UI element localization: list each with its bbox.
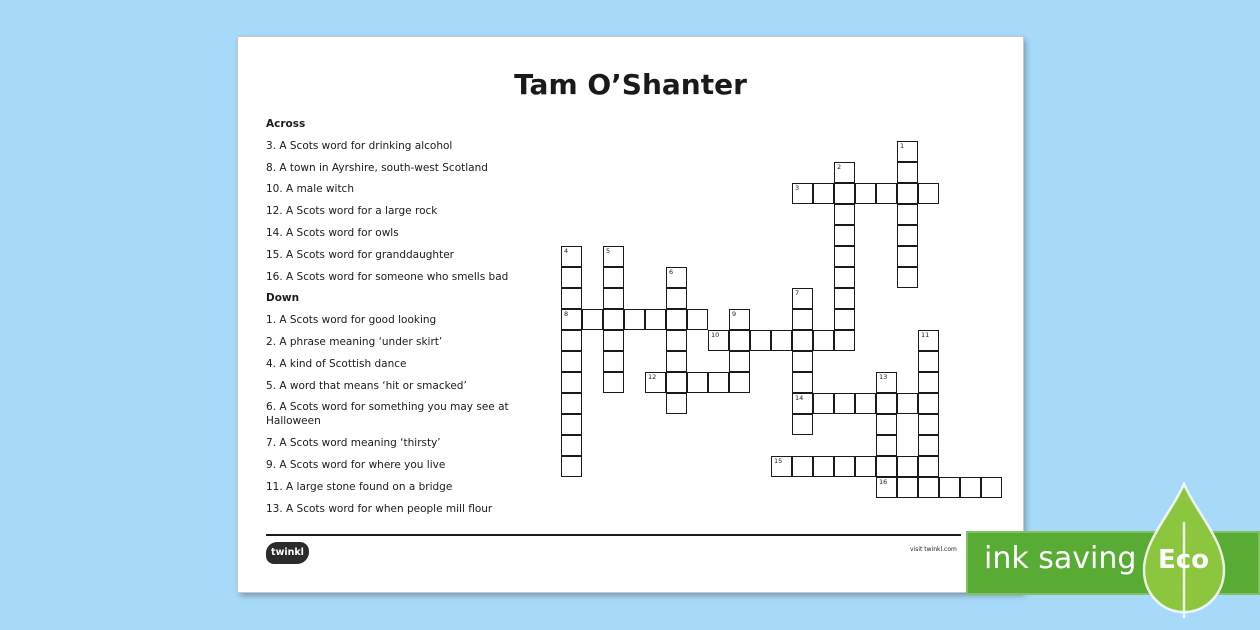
crossword-cell[interactable] — [813, 330, 834, 351]
crossword-cell[interactable] — [834, 288, 855, 309]
crossword-cell[interactable] — [792, 288, 813, 309]
crossword-cell[interactable] — [918, 456, 939, 477]
down-clue: 9. A Scots word for where you live — [266, 458, 446, 471]
down-clue: 6. A Scots word for something you may see at Halloween — [266, 401, 509, 428]
clue-number: 8 — [564, 310, 569, 318]
crossword-cell[interactable] — [603, 246, 624, 267]
across-clue: 15. A Scots word for granddaughter — [266, 248, 454, 261]
crossword-cell[interactable] — [561, 393, 582, 414]
crossword-cell[interactable] — [561, 372, 582, 393]
crossword-cell[interactable] — [603, 309, 624, 330]
crossword-cell[interactable] — [582, 309, 603, 330]
across-clue: 14. A Scots word for owls — [266, 226, 399, 239]
crossword-cell[interactable] — [876, 435, 897, 456]
crossword-cell[interactable] — [792, 351, 813, 372]
down-clue: 1. A Scots word for good looking — [266, 314, 437, 327]
crossword-cell[interactable] — [960, 477, 981, 498]
down-clue: 5. A word that means ‘hit or smacked’ — [266, 379, 467, 392]
crossword-cell[interactable] — [771, 456, 792, 477]
crossword-cell[interactable] — [561, 351, 582, 372]
crossword-cell[interactable] — [561, 288, 582, 309]
across-clue: 10. A male witch — [266, 183, 354, 196]
crossword-cell[interactable] — [561, 435, 582, 456]
crossword-cell[interactable] — [792, 456, 813, 477]
clue-number: 2 — [837, 163, 842, 171]
crossword-cell[interactable] — [792, 414, 813, 435]
worksheet-page — [238, 37, 1023, 592]
down-clue: 11. A large stone found on a bridge — [266, 480, 453, 493]
crossword-cell[interactable] — [792, 183, 813, 204]
visit-link-text: visit twinkl.com — [910, 546, 957, 553]
crossword-cell[interactable] — [897, 267, 918, 288]
crossword-cell[interactable] — [834, 162, 855, 183]
clue-number: 4 — [564, 247, 569, 255]
crossword-cell[interactable] — [876, 414, 897, 435]
crossword-cell[interactable] — [855, 456, 876, 477]
crossword-cell[interactable] — [897, 246, 918, 267]
crossword-cell[interactable] — [729, 372, 750, 393]
crossword-cell[interactable] — [603, 288, 624, 309]
crossword-cell[interactable] — [666, 309, 687, 330]
clue-number: 13 — [879, 373, 888, 381]
crossword-grid — [238, 37, 1023, 592]
crossword-cell[interactable] — [666, 393, 687, 414]
down-heading: Down — [266, 292, 300, 305]
crossword-cell[interactable] — [834, 393, 855, 414]
crossword-cell[interactable] — [666, 330, 687, 351]
clue-number: 7 — [795, 289, 800, 297]
crossword-cell[interactable] — [897, 162, 918, 183]
crossword-cell[interactable] — [561, 267, 582, 288]
eco-label: Eco — [1158, 545, 1210, 575]
crossword-cell[interactable] — [834, 183, 855, 204]
crossword-cell[interactable] — [918, 183, 939, 204]
crossword-cell[interactable] — [876, 456, 897, 477]
clue-number: 1 — [900, 142, 905, 150]
crossword-cell[interactable] — [603, 351, 624, 372]
across-clue: 16. A Scots word for someone who smells bad — [266, 270, 509, 283]
crossword-cell[interactable] — [876, 477, 897, 498]
clue-number: 10 — [711, 331, 720, 339]
crossword-cell[interactable] — [876, 183, 897, 204]
crossword-cell[interactable] — [666, 267, 687, 288]
clue-number: 16 — [879, 478, 888, 486]
crossword-cell[interactable] — [981, 477, 1002, 498]
crossword-cell[interactable] — [561, 330, 582, 351]
crossword-cell[interactable] — [897, 456, 918, 477]
crossword-cell[interactable] — [834, 225, 855, 246]
ink-saving-label: ink saving — [984, 541, 1137, 576]
crossword-cell[interactable] — [897, 141, 918, 162]
clue-number: 3 — [795, 184, 800, 192]
across-clue: 3. A Scots word for drinking alcohol — [266, 139, 453, 152]
crossword-cell[interactable] — [918, 414, 939, 435]
clue-number: 12 — [648, 373, 657, 381]
crossword-cell[interactable] — [561, 456, 582, 477]
clue-number: 9 — [732, 310, 737, 318]
twinkl-logo: twinkl — [266, 542, 309, 564]
clue-number: 14 — [795, 394, 804, 402]
clue-number: 15 — [774, 457, 783, 465]
crossword-cell[interactable] — [897, 393, 918, 414]
crossword-cell[interactable] — [834, 309, 855, 330]
clue-number: 11 — [921, 331, 930, 339]
crossword-cell[interactable] — [645, 309, 666, 330]
crossword-cell[interactable] — [918, 372, 939, 393]
crossword-cell[interactable] — [603, 372, 624, 393]
down-clue: 4. A kind of Scottish dance — [266, 357, 407, 370]
crossword-cell[interactable] — [918, 477, 939, 498]
across-clue: 8. A town in Ayrshire, south-west Scotland — [266, 161, 488, 174]
crossword-cell[interactable] — [834, 246, 855, 267]
crossword-cell[interactable] — [876, 372, 897, 393]
crossword-cell[interactable] — [939, 477, 960, 498]
crossword-cell[interactable] — [918, 330, 939, 351]
crossword-cell[interactable] — [792, 372, 813, 393]
crossword-cell[interactable] — [729, 330, 750, 351]
crossword-cell[interactable] — [771, 330, 792, 351]
crossword-cell[interactable] — [729, 351, 750, 372]
crossword-cell[interactable] — [687, 309, 708, 330]
crossword-cell[interactable] — [792, 330, 813, 351]
crossword-cell[interactable] — [834, 204, 855, 225]
crossword-cell[interactable] — [561, 414, 582, 435]
crossword-cell[interactable] — [834, 267, 855, 288]
crossword-cell[interactable] — [855, 393, 876, 414]
clue-number: 5 — [606, 247, 611, 255]
crossword-cell[interactable] — [918, 351, 939, 372]
crossword-cell[interactable] — [687, 372, 708, 393]
crossword-cell[interactable] — [792, 393, 813, 414]
crossword-cell[interactable] — [561, 246, 582, 267]
crossword-cell[interactable] — [897, 225, 918, 246]
crossword-cell[interactable] — [834, 456, 855, 477]
crossword-cell[interactable] — [813, 393, 834, 414]
crossword-cell[interactable] — [666, 372, 687, 393]
crossword-cell[interactable] — [918, 393, 939, 414]
down-clue: 2. A phrase meaning ‘under skirt’ — [266, 335, 443, 348]
crossword-cell[interactable] — [645, 372, 666, 393]
crossword-cell[interactable] — [876, 393, 897, 414]
crossword-cell[interactable] — [834, 330, 855, 351]
crossword-cell[interactable] — [897, 477, 918, 498]
crossword-cell[interactable] — [750, 330, 771, 351]
crossword-cell[interactable] — [918, 435, 939, 456]
footer-divider — [266, 534, 961, 536]
crossword-cell[interactable] — [792, 309, 813, 330]
crossword-cell[interactable] — [897, 204, 918, 225]
crossword-cell[interactable] — [855, 183, 876, 204]
crossword-cell[interactable] — [813, 456, 834, 477]
crossword-cell[interactable] — [708, 372, 729, 393]
crossword-cell[interactable] — [603, 330, 624, 351]
crossword-cell[interactable] — [708, 330, 729, 351]
crossword-cell[interactable] — [813, 183, 834, 204]
page-title: Tam O’Shanter — [514, 68, 747, 101]
clue-number: 6 — [669, 268, 674, 276]
down-clue: 13. A Scots word for when people mill flour — [266, 502, 493, 515]
crossword-cell[interactable] — [666, 288, 687, 309]
crossword-cell[interactable] — [603, 267, 624, 288]
across-clue: 12. A Scots word for a large rock — [266, 205, 438, 218]
crossword-cell[interactable] — [624, 309, 645, 330]
across-heading: Across — [266, 118, 306, 130]
crossword-cell[interactable] — [897, 183, 918, 204]
crossword-cell[interactable] — [561, 309, 582, 330]
crossword-cell[interactable] — [729, 309, 750, 330]
crossword-cell[interactable] — [666, 351, 687, 372]
down-clue: 7. A Scots word meaning ‘thirsty’ — [266, 437, 441, 450]
